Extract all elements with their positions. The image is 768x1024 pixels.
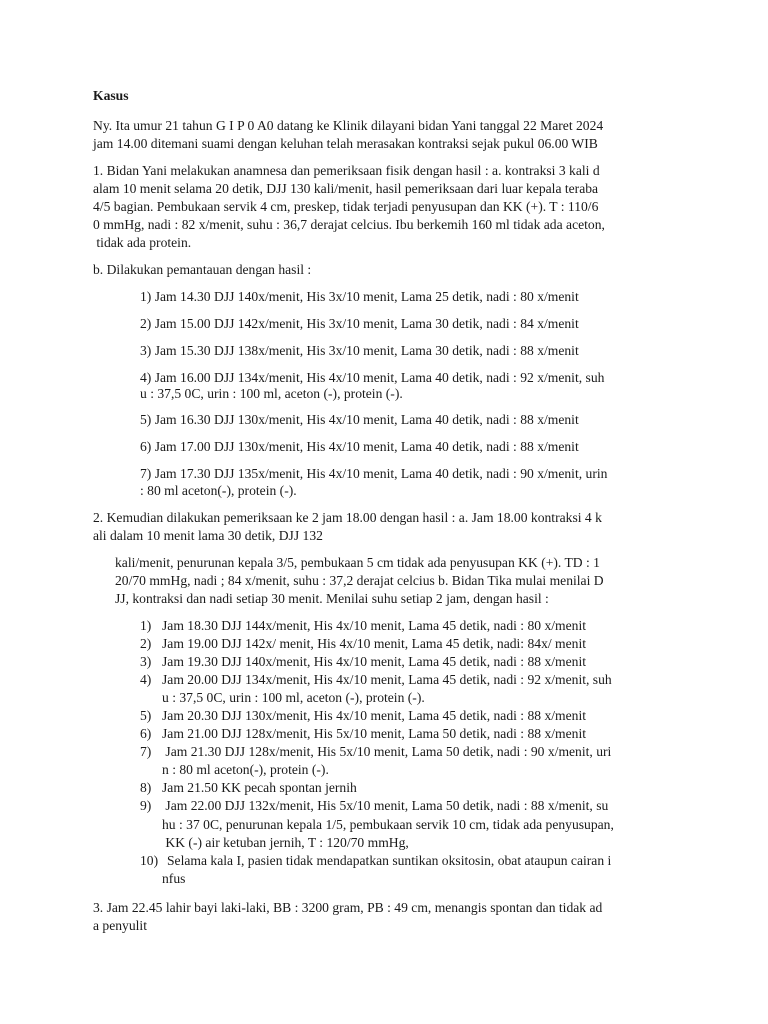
list-item: Jam 22.00 DJJ 132x/menit, His 5x/10 menit, Lama 50 detik, nadi : 88 x/menit, su xyxy=(162,798,609,813)
list-item-continuation: KK (-) air ketuban jernih, T : 120/70 mmHg, xyxy=(162,835,409,850)
list-item-continuation: nfus xyxy=(162,871,186,886)
list-item: Jam 21.30 DJJ 128x/menit, His 5x/10 menit, Lama 50 detik, nadi : 90 x/menit, uri xyxy=(162,744,612,759)
list-item: Jam 18.30 DJJ 144x/menit, His 4x/10 menit, Lama 45 detik, nadi : 80 x/menit xyxy=(162,618,587,633)
section2-continuation-line: 20/70 mmHg, nadi ; 84 x/menit, suhu : 37,2 derajat celcius b. Bidan Tika mulai menilai D xyxy=(115,573,604,588)
list-number: 7) xyxy=(140,744,152,759)
list-number: 4) xyxy=(140,672,152,687)
monitoring-item: 2) Jam 15.00 DJJ 142x/menit, His 3x/10 menit, Lama 30 detik, nadi : 84 x/menit xyxy=(140,316,579,331)
list-item-continuation: u : 37,5 0C, urin : 100 ml, aceton (-), protein (-). xyxy=(162,690,425,705)
list-number: 9) xyxy=(140,798,152,813)
document-title: Kasus xyxy=(93,88,129,103)
list-number: 5) xyxy=(140,708,152,723)
list-item-continuation: hu : 37 0C, penurunan kepala 1/5, pembukaan servik 10 cm, tidak ada penyusupan, xyxy=(162,817,614,832)
list-item: Jam 19.30 DJJ 140x/menit, His 4x/10 menit, Lama 45 detik, nadi : 88 x/menit xyxy=(162,654,587,669)
monitoring-item: 6) Jam 17.00 DJJ 130x/menit, His 4x/10 menit, Lama 40 detik, nadi : 88 x/menit xyxy=(140,439,579,454)
list-item: Jam 20.30 DJJ 130x/menit, His 4x/10 menit, Lama 45 detik, nadi : 88 x/menit xyxy=(162,708,587,723)
list-number: 2) xyxy=(140,636,152,651)
list-number: 8) xyxy=(140,780,152,795)
section3-line: a penyulit xyxy=(93,918,147,933)
monitoring-item-continuation: : 80 ml aceton(-), protein (-). xyxy=(140,483,297,498)
section2-continuation-line: JJ, kontraksi dan nadi setiap 30 menit. Menilai suhu setiap 2 jam, dengan hasil : xyxy=(115,591,549,606)
list-number: 6) xyxy=(140,726,152,741)
list-item: Jam 21.00 DJJ 128x/menit, His 5x/10 menit, Lama 50 detik, nadi : 88 x/menit xyxy=(162,726,587,741)
list-item: Jam 20.00 DJJ 134x/menit, His 4x/10 menit, Lama 45 detik, nadi : 92 x/menit, suh xyxy=(162,672,612,687)
intro-line: Ny. Ita umur 21 tahun G I P 0 A0 datang ke Klinik dilayani bidan Yani tanggal 22 Maret 2024 xyxy=(93,118,604,133)
list-number: 10) xyxy=(140,853,159,868)
monitoring-item: 7) Jam 17.30 DJJ 135x/menit, His 4x/10 menit, Lama 40 detik, nadi : 90 x/menit, urin xyxy=(140,466,608,481)
section1-line: alam 10 menit selama 20 detik, DJJ 130 kali/menit, hasil pemeriksaan dari luar kepala teraba xyxy=(93,181,599,196)
list-number: 3) xyxy=(140,654,152,669)
monitoring-item: 1) Jam 14.30 DJJ 140x/menit, His 3x/10 menit, Lama 25 detik, nadi : 80 x/menit xyxy=(140,289,579,304)
section1-line: tidak ada protein. xyxy=(93,235,192,250)
list-item: Jam 19.00 DJJ 142x/ menit, His 4x/10 menit, Lama 45 detik, nadi: 84x/ menit xyxy=(162,636,587,651)
list-item: Selama kala I, pasien tidak mendapatkan suntikan oksitosin, obat ataupun cairan i xyxy=(167,853,612,868)
section1b-heading: b. Dilakukan pemantauan dengan hasil : xyxy=(93,262,312,277)
monitoring-item: 4) Jam 16.00 DJJ 134x/menit, His 4x/10 menit, Lama 40 detik, nadi : 92 x/menit, suh xyxy=(140,370,605,385)
monitoring-item: 5) Jam 16.30 DJJ 130x/menit, His 4x/10 menit, Lama 40 detik, nadi : 88 x/menit xyxy=(140,412,579,427)
list-item: Jam 21.50 KK pecah spontan jernih xyxy=(162,780,357,795)
section2-continuation-line: kali/menit, penurunan kepala 3/5, pembukaan 5 cm tidak ada penyusupan KK (+). TD : 1 xyxy=(115,555,600,570)
list-item-continuation: n : 80 ml aceton(-), protein (-). xyxy=(162,762,329,777)
list-number: 1) xyxy=(140,618,152,633)
section1-line: 4/5 bagian. Pembukaan servik 4 cm, preskep, tidak terjadi penyusupan dan KK (+). T : 110/6 xyxy=(93,199,599,214)
section2-line: ali dalam 10 menit lama 30 detik, DJJ 132 xyxy=(93,528,323,543)
section2-line: 2. Kemudian dilakukan pemeriksaan ke 2 jam 18.00 dengan hasil : a. Jam 18.00 kontraksi 4 k xyxy=(93,510,602,525)
section1-line: 0 mmHg, nadi : 82 x/menit, suhu : 36,7 derajat celcius. Ibu berkemih 160 ml tidak ada aceton, xyxy=(93,217,605,232)
monitoring-item-continuation: u : 37,5 0C, urin : 100 ml, aceton (-), protein (-). xyxy=(140,386,403,401)
monitoring-item: 3) Jam 15.30 DJJ 138x/menit, His 3x/10 menit, Lama 30 detik, nadi : 88 x/menit xyxy=(140,343,579,358)
intro-line: jam 14.00 ditemani suami dengan keluhan telah merasakan kontraksi sejak pukul 06.00 WIB xyxy=(93,136,598,151)
section3-line: 3. Jam 22.45 lahir bayi laki-laki, BB : 3200 gram, PB : 49 cm, menangis spontan dan tidak ad xyxy=(93,900,603,915)
section1-line: 1. Bidan Yani melakukan anamnesa dan pemeriksaan fisik dengan hasil : a. kontraksi 3 kali d xyxy=(93,163,600,178)
